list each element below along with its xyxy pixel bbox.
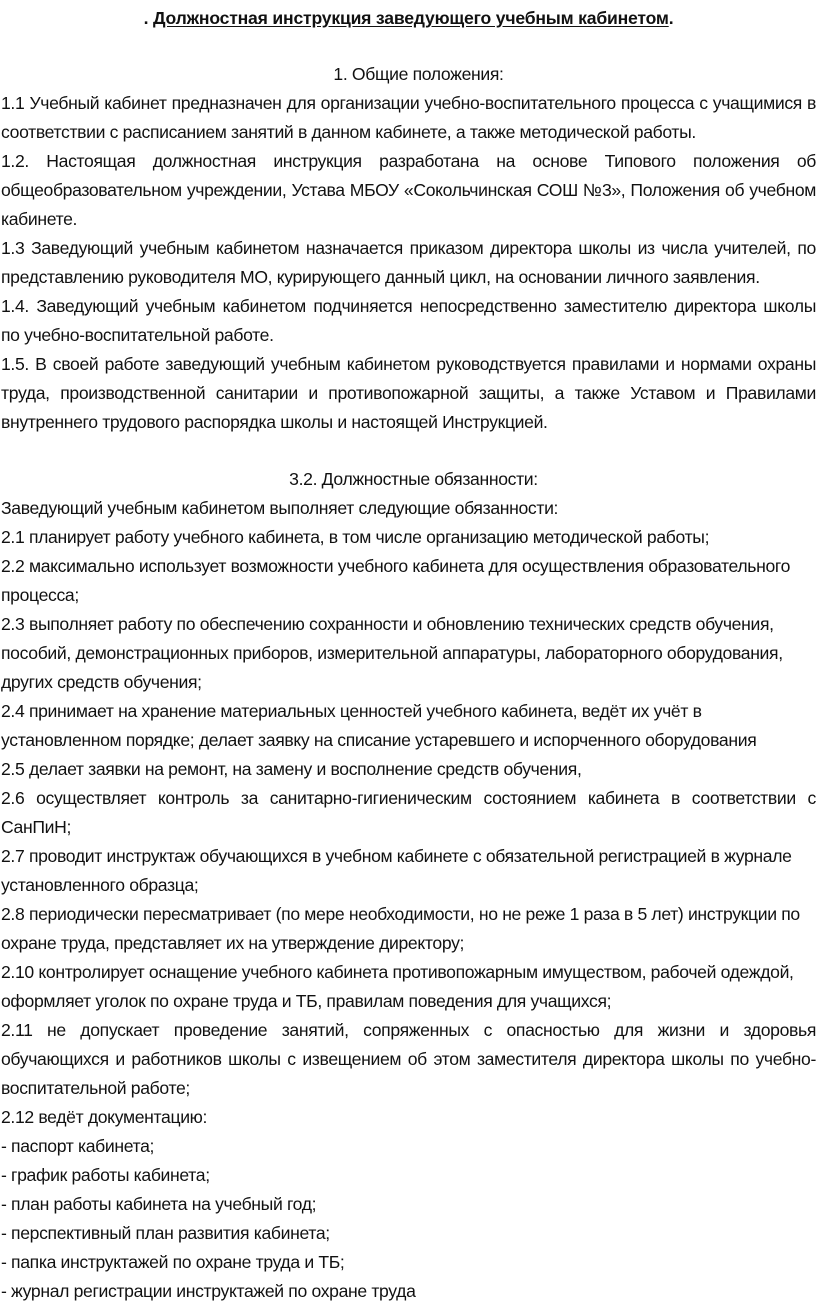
paragraph-2-4: 2.4 принимает на хранение материальных ценностей учебного кабинета, ведёт их учёт в установленном порядке; делает заявку на списание устаревшего и испорченного оборудования [1,701,757,750]
paragraph-1-5: 1.5. В своей работе заведующий учебным кабинетом руководствуется правилами и нормами охраны труда, производственной санитарии и противопожарной защиты, а также Уставом и Правилами внутреннего трудового распорядка школы и настоящей Инструкцией. [1,354,816,432]
section-spacer [1,437,816,465]
section-duties [1,494,816,1306]
document-title [1,4,816,33]
paragraph-1-2: 1.2. Настоящая должностная инструкция разработана на основе Типового положения об общеобразовательном учреждении, Устава МБОУ «Сокольчинская СОШ №3», Положения об учебном кабинете. [1,151,816,229]
paragraph-2-1: 2.1 планирует работу учебного кабинета, в том числе организацию методической работы; [1,527,710,547]
list-item: - план работы кабинета на учебный год; [1,1194,317,1214]
list-item: - журнал регистрации инструктажей по охране труда [1,1281,416,1301]
list-item: - перспективный план развития кабинета; [1,1223,330,1243]
list-item: - график работы кабинета; [1,1165,210,1185]
list-item: - паспорт кабинета; [1,1136,155,1156]
paragraph-2-6: 2.6 осуществляет контроль за санитарно-гигиеническим состоянием кабинета в соответствии с СанПиН; [1,788,816,837]
title-text: Должностная инструкция заведующего учебным кабинетом [152,8,669,28]
duties-intro: Заведующий учебным кабинетом выполняет следующие обязанности: [1,498,559,518]
paragraph-1-1: 1.1 Учебный кабинет предназначен для организации учебно-воспитательного процесса с учащимися в соответствии с расписанием занятий в данном кабинете, а также методической работы. [1,93,816,142]
paragraph-2-11: 2.11 не допускает проведение занятий, сопряженных с опасностью для жизни и здоровья обучающихся и работников школы с извещением об этом заместителя директора школы по учебно-воспитательной работе; [1,1020,816,1098]
paragraph-1-3: 1.3 Заведующий учебным кабинетом назначается приказом директора школы из числа учителей, по представлению руководителя МО, курирующего данный цикл, на основании личного заявления. [1,238,816,287]
section-heading-duties: 3.2. Должностные обязанности: [289,469,538,489]
paragraph-2-2: 2.2 максимально использует возможности учебного кабинета для осуществления образовательного процесса; [1,556,791,605]
paragraph-1-4: 1.4. Заведующий учебным кабинетом подчиняется непосредственно заместителю директора школы по учебно-воспитательной работе. [1,296,816,345]
documentation-list [1,1132,816,1306]
paragraph-2-10: 2.10 контролирует оснащение учебного кабинета противопожарным имуществом, рабочей одеждой, оформляет уголок по охране труда и ТБ, правилам поведения для учащихся; [1,962,794,1011]
section-general [1,89,816,437]
title-suffix: . [668,8,674,28]
list-item: - папка инструктажей по охране труда и ТБ; [1,1252,345,1272]
paragraph-2-12: 2.12 ведёт документацию: [1,1107,208,1127]
paragraph-2-7: 2.7 проводит инструктаж обучающихся в учебном кабинете с обязательной регистрацией в журнале установленного образца; [1,846,792,895]
section-heading-general: 1. Общие положения: [333,64,504,84]
paragraph-2-3: 2.3 выполняет работу по обеспечению сохранности и обновлению технических средств обучения, пособий, демонстрационных приборов, измерительной аппаратуры, лабораторного оборудования, других средств обучения; [1,614,783,692]
paragraph-2-8: 2.8 периодически пересматривает (по мере необходимости, но не реже 1 раза в 5 лет) инструкции по охране труда, представляет их на утверждение директору; [1,904,800,953]
title-prefix: . [143,8,153,28]
paragraph-2-5: 2.5 делает заявки на ремонт, на замену и восполнение средств обучения, [1,759,582,779]
